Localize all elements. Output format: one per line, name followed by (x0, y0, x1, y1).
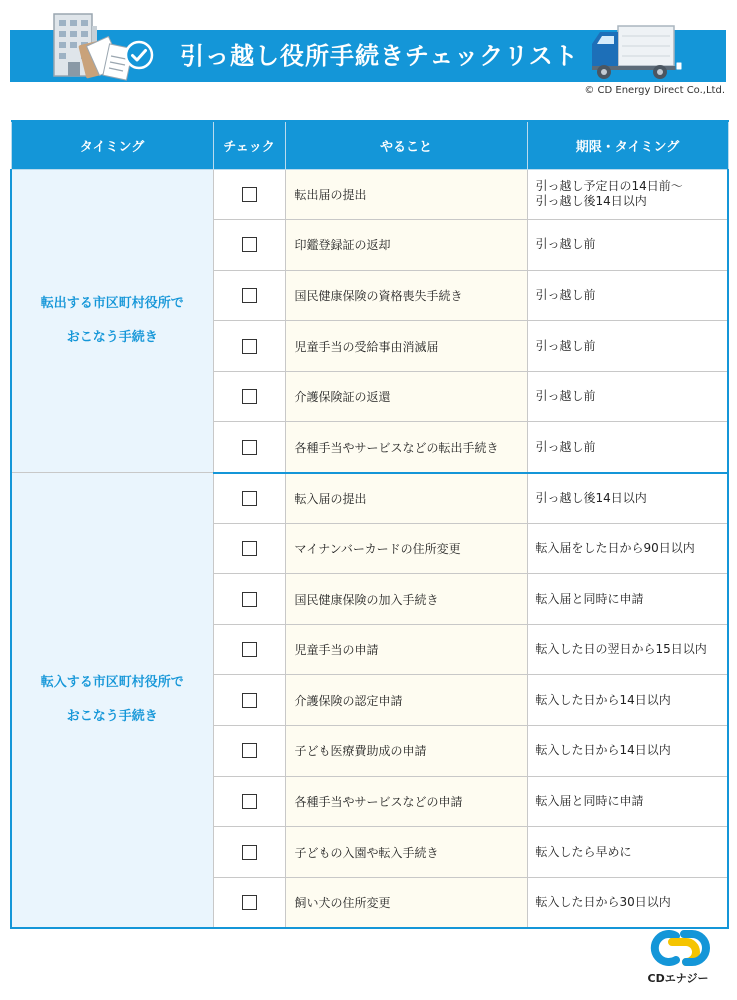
task-checkbox[interactable] (242, 339, 257, 354)
column-header-task: やること (285, 121, 527, 169)
task-checkbox[interactable] (242, 389, 257, 404)
task-checkbox[interactable] (242, 440, 257, 455)
deadline-cell: 転入した日から30日以内 (527, 877, 728, 928)
task-checkbox[interactable] (242, 491, 257, 506)
task-checkbox[interactable] (242, 895, 257, 910)
task-cell: 国民健康保険の資格喪失手続き (285, 270, 527, 321)
deadline-cell: 引っ越し前 (527, 270, 728, 321)
logo-text: CDエナジー (647, 972, 709, 985)
moving-truck-icon (588, 22, 688, 82)
task-checkbox[interactable] (242, 693, 257, 708)
deadline-cell: 転入した日から14日以内 (527, 726, 728, 777)
column-header-deadline: 期限・タイミング (527, 121, 728, 169)
task-cell: マイナンバーカードの住所変更 (285, 523, 527, 574)
deadline-cell (527, 169, 728, 220)
group-label-line: 転出する市区町村役所で (40, 295, 184, 311)
deadline-line: 引っ越し予定日の14日前〜 (535, 179, 683, 194)
cd-logo-mark-icon (646, 930, 710, 966)
task-checkbox[interactable] (242, 642, 257, 657)
deadline-cell: 転入届と同時に申請 (527, 574, 728, 625)
deadline-cell: 転入した日から14日以内 (527, 675, 728, 726)
table-row (11, 169, 728, 220)
task-cell: 各種手当やサービスなどの転出手続き (285, 422, 527, 473)
task-checkbox[interactable] (242, 541, 257, 556)
task-cell: 子ども医療費助成の申請 (285, 726, 527, 777)
table-row (11, 473, 728, 524)
deadline-cell: 引っ越し前 (527, 321, 728, 372)
company-logo (640, 930, 716, 990)
task-cell: 印鑑登録証の返却 (285, 220, 527, 271)
group-label-line: おこなう手続き (66, 708, 158, 724)
table-header-row (11, 121, 728, 169)
group-label-line: 転入する市区町村役所で (40, 674, 184, 690)
task-checkbox[interactable] (242, 237, 257, 252)
group-label-moving-out (11, 169, 213, 473)
page-title: 引っ越し役所手続きチェックリスト (180, 42, 579, 70)
deadline-cell: 転入届をした日から90日以内 (527, 523, 728, 574)
task-cell: 各種手当やサービスなどの申請 (285, 776, 527, 827)
task-cell: 児童手当の受給事由消滅届 (285, 321, 527, 372)
deadline-cell: 引っ越し前 (527, 422, 728, 473)
deadline-cell: 引っ越し前 (527, 371, 728, 422)
task-checkbox[interactable] (242, 743, 257, 758)
column-header-timing: タイミング (11, 121, 213, 169)
column-header-check: チェック (213, 121, 285, 169)
task-cell: 飼い犬の住所変更 (285, 877, 527, 928)
task-cell: 転入届の提出 (285, 473, 527, 524)
group-label-line: おこなう手続き (66, 329, 158, 345)
task-checkbox[interactable] (242, 592, 257, 607)
checklist-table (10, 120, 729, 929)
deadline-cell: 引っ越し前 (527, 220, 728, 271)
task-checkbox[interactable] (242, 288, 257, 303)
task-cell: 介護保険証の返還 (285, 371, 527, 422)
check-circle-icon (124, 40, 154, 70)
task-checkbox[interactable] (242, 845, 257, 860)
task-cell: 児童手当の申請 (285, 624, 527, 675)
task-cell: 介護保険の認定申請 (285, 675, 527, 726)
task-cell: 国民健康保険の加入手続き (285, 574, 527, 625)
deadline-line: 引っ越し後14日以内 (535, 194, 647, 209)
copyright-notice: © CD Energy Direct Co.,Ltd. (584, 85, 725, 96)
task-checkbox[interactable] (242, 187, 257, 202)
deadline-cell: 転入した日の翌日から15日以内 (527, 624, 728, 675)
group-label-moving-in (11, 473, 213, 928)
task-cell: 転出届の提出 (285, 169, 527, 220)
deadline-cell: 転入したら早めに (527, 827, 728, 878)
deadline-cell: 転入届と同時に申請 (527, 776, 728, 827)
task-cell: 子どもの入園や転入手続き (285, 827, 527, 878)
task-checkbox[interactable] (242, 794, 257, 809)
deadline-cell: 引っ越し後14日以内 (527, 473, 728, 524)
